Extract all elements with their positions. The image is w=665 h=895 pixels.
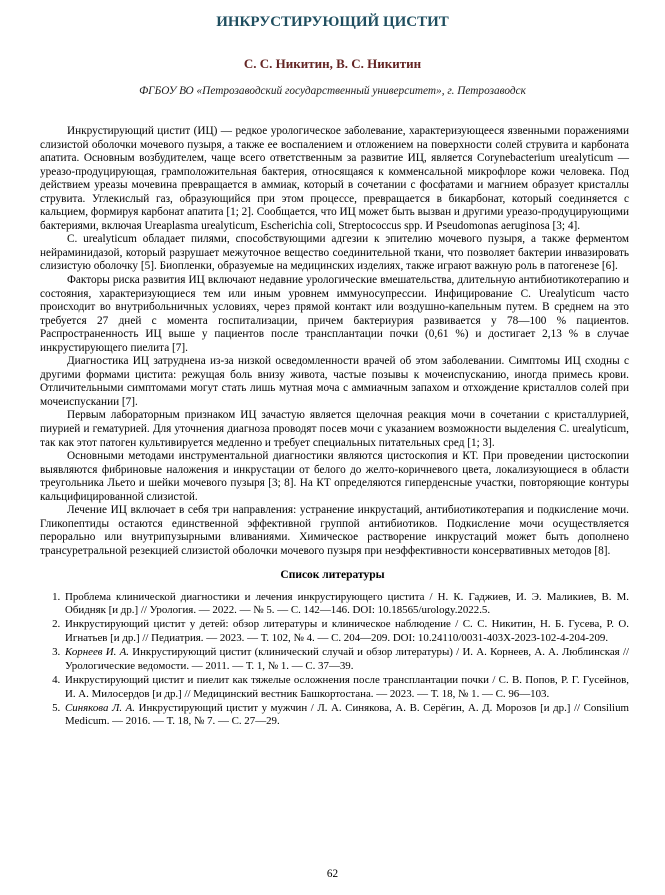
affiliation-line: ФГБОУ ВО «Петрозаводский государственный университет», г. Петрозаводск xyxy=(139,85,526,97)
reference-text: Инкрустирующий цистит у мужчин / Л. А. Синякова, А. В. Серёгин, А. Д. Морозов [и др.] // Consilium Medicum. — 2016. — Т. 18, № 7. — С. 27—29. xyxy=(65,701,629,728)
body-paragraph: C. urealyticum обладает пилями, способствующими адгезии к эпителию мочевого пузыря, а также ферментом нейраминидазой, который разрушает межуточное вещество соединительной ткани, что позволяет бактерии инвазировать слизистую оболочку [5]. Биопленки, образуемые на медицинских изделиях, также играют важную роль в патогенезе [6]. xyxy=(40,233,629,273)
reference-lead-authors: Синякова Л. А. xyxy=(65,701,139,714)
body-paragraph: Инкрустирующий цистит (ИЦ) — редкое урологическое заболевание, характеризующееся язвенными поражениями слизистой оболочки мочевого пузыря, а также ее воспалением и отложением на поверхности солей струвита и карбоната апатита. Основным возбудителем, чаще всего ответственным за развитие ИЦ, является Corynebacterium urealyticum — уреазо-продуцирующая, грамположительная бактерия, относящаяся к комменсальной микрофлоре кожи человека. Под действием уреазы мочевина превращается в аммиак, который в сочетании с фосфатами и магнием образует кристаллы струвита. Углекислый газ, образующийся при этом процессе, превращается в бикарбонат, который соединяется с кальцием, формируя карбонат апатита [1; 2]. Сообщается, что ИЦ может быть вызван и другими уреазо-продуцирующими бактериями, включая Ureaplasma urealyticum, Escherichia coli, Streptococcus spp. И Pseudomonas aeruginosa [3; 4]. xyxy=(40,125,629,232)
references-heading: Список литературы xyxy=(280,568,385,581)
reference-text: Инкрустирующий цистит и пиелит как тяжелые осложнения после трансплантации почки / С. В. Попов, Р. Г. Гусейнов, И. А. Милосердов [и др.] // Медицинский вестник Башкортостана. — 2023. — Т. 18, № 1. — С. 96—103. xyxy=(65,673,629,700)
authors-line: С. С. Никитин, В. С. Никитин xyxy=(243,56,422,71)
body-paragraph: Факторы риска развития ИЦ включают недавние урологические вмешательства, длительную антибиотикотерапию и состояния, характеризующиеся тем или иным уровнем иммуносупрессии. Инфицирование C. Urealyticum часто происходит во внутрибольничных условиях, через прямой контакт или воздушно-капельным путем. В среднем на это требуется 27 дней с момента госпитализации, причем бактериурия развивается у 78—100 % пациентов. Распространенность ИЦ выше у пациентов после трансплантации почки (0,61 %) и достигает 2,13 % в случае инкрустирующего пиелита [7]. xyxy=(40,274,629,354)
article-body xyxy=(40,125,629,559)
reference-text: Проблема клинической диагностики и лечения инкрустирующего цистита / Н. К. Гаджиев, И. Э. Маликиев, В. М. Обидняк [и др.] // Урология. — 2022. — № 5. — С. 142—146. DOI: 10.18565/urology.2022.5. xyxy=(65,590,629,617)
reference-item xyxy=(63,646,629,673)
reference-text: Инкрустирующий цистит (клинический случай и обзор литературы) / И. А. Корнеев, А. А. Люблинская // Урологические ведомости. — 2011. — Т. 1, № 1. — С. 37—39. xyxy=(65,646,629,672)
reference-text: Инкрустирующий цистит у детей: обзор литературы и клиническое наблюдение / С. С. Никитин, Н. Б. Гусева, Р. О. Игнатьев [и др.] // Педиатрия. — 2023. — Т. 102, № 4. — С. 204—209. DOI: 10.24110/0031-403X-2023-102-4-204-209. xyxy=(65,618,629,644)
reference-item xyxy=(63,618,629,645)
page-number: 62 xyxy=(326,868,339,880)
reference-item xyxy=(63,702,629,729)
references-list xyxy=(40,591,629,730)
body-paragraph: Первым лабораторным признаком ИЦ зачастую является щелочная реакция мочи в сочетании с кристаллурией, пиурией и гематурией. Для уточнения диагноза проводят посев мочи с указанием возможности выделения C. urealyticum, так как этот патоген культивируется медленно и требует специальных питательных сред [1; 3]. xyxy=(40,409,629,449)
reference-item xyxy=(63,674,629,701)
reference-lead-authors: Корнеев И. А. xyxy=(65,646,133,659)
page-title: ИНКРУСТИРУЮЩИЙ ЦИСТИТ xyxy=(216,14,449,30)
reference-item xyxy=(63,591,629,618)
body-paragraph: Диагностика ИЦ затруднена из-за низкой осведомленности врачей об этом заболевании. Симптомы ИЦ сходны с другими формами цистита: режущая боль внизу живота, частые позывы к мочеиспусканию, иногда примесь крови. Отличительными симптомами могут стать лишь мутная моча с аммиачным запахом и отхождение кристаллов солей при мочеиспускании [7]. xyxy=(40,355,629,408)
body-paragraph: Лечение ИЦ включает в себя три направления: устранение инкрустаций, антибиотикотерапия и подкисление мочи. Гликопептиды остаются единственной эффективной группой антибиотиков. Подкисление мочи осуществляется перорально или внутрипузырными вливаниями. Химическое растворение инкрустаций может быть дополнено трансуретральной резекцией слизистой оболочки мочевого пузыря при неэффективности консервативных методов [8]. xyxy=(40,504,629,557)
body-paragraph: Основными методами инструментальной диагностики являются цистоскопия и КТ. При проведении цистоскопии выявляются фибриновые наложения и инкрустации от белого до желто-коричневого цвета, локализующиеся в области треугольника Льето и шейки мочевого пузыря [3; 8]. На КТ определяются гиперденсные участки, повторяющие контуры кальцифицированной слизистой. xyxy=(40,450,629,503)
